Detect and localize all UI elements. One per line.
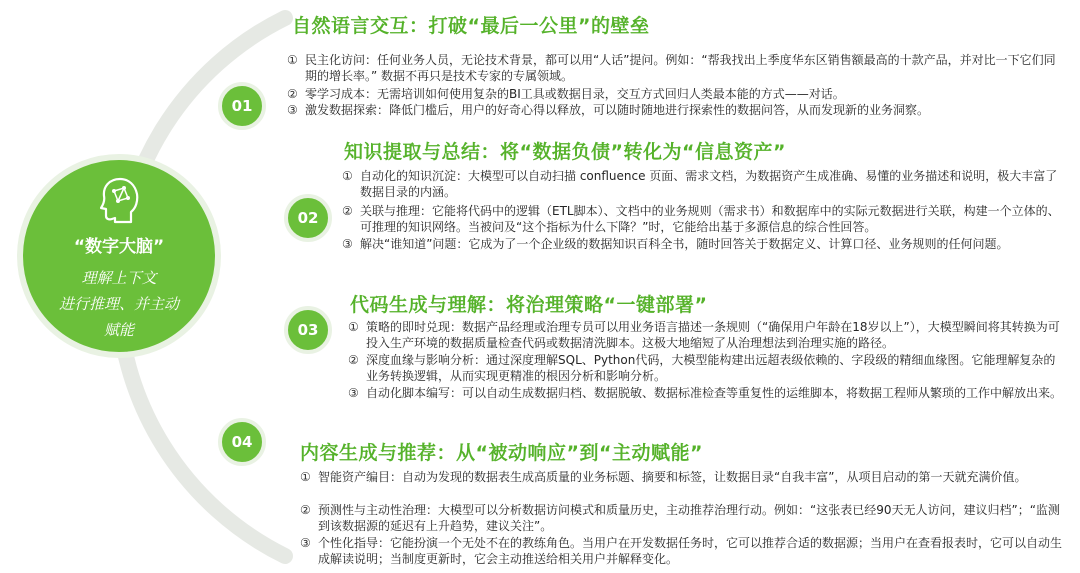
item-text: 关联与推理：它能将代码中的逻辑（ETL脚本）、文档中的业务规则（需求书）和数据库中的实际元数据进行关联，构建一个立体的、可推理的知识网络。当被问及“这个指标为什么下降？”时，它能给出基于多源信息的综合性回答。	[360, 204, 1060, 234]
item-number: ③	[342, 237, 353, 251]
item-number: ③	[300, 536, 311, 550]
item-text: 智能资产编目：自动为发现的数据表生成高质量的业务标题、摘要和标签，让数据目录“自我丰富”，从项目启动的第一天就充满价值。	[318, 470, 1027, 484]
item-text: 激发数据探索：降低门槛后，用户的好奇心得以释放，可以随时随地进行探索性的数据问答，从而发现新的业务洞察。	[305, 103, 930, 117]
section-04-item-2	[300, 502, 1065, 534]
item-text: 个性化指导：它能扮演一个无处不在的教练角色。当用户在开发数据任务时，它可以推荐合适的数据源；当用户在查看报表时，它可以自动生成解读说明；当制度更新时，它会主动推送给相关用户并解释变化。	[318, 536, 1063, 566]
brain-title: “数字大脑”	[73, 237, 165, 257]
section-03-item-2	[348, 352, 1063, 384]
section-04-item-1	[300, 469, 1065, 485]
item-text: 策略的即时兑现：数据产品经理或治理专员可以用业务语言描述一条规则（“确保用户年龄在18岁以上”），大模型瞬间将其转换为可投入生产环境的数据质量检查代码或数据清洗脚本。这极大地缩短了从治理想法到治理实施的路径。	[366, 320, 1060, 350]
section-title-04: 内容生成与推荐：从“被动响应”到“主动赋能”	[300, 442, 703, 464]
brain-head-icon	[100, 176, 140, 224]
section-title-01: 自然语言交互：打破“最后一公里”的壁垒	[292, 15, 650, 37]
item-text: 零学习成本：无需培训如何使用复杂的BI工具或数据目录，交互方式回归人类最本能的方式——对话。	[305, 87, 845, 101]
item-text: 自动化的知识沉淀：大模型可以自动扫描 confluence 页面、需求文档，为数据资产生成准确、易懂的业务描述和说明，极大丰富了数据目录的内涵。	[360, 169, 1058, 199]
item-number: ③	[287, 103, 298, 117]
item-number: ②	[348, 353, 359, 367]
section-04-item-3	[300, 535, 1065, 567]
item-number: ①	[342, 169, 353, 183]
brain-subtitle-line-2: 进行推理、并主动	[58, 295, 179, 313]
section-03-item-3	[348, 385, 1063, 401]
item-number: ②	[342, 204, 353, 218]
section-02-item-1	[342, 168, 1064, 200]
section-title-02: 知识提取与总结：将“数据负债”转化为“信息资产”	[344, 141, 786, 163]
section-03-item-1	[348, 319, 1063, 351]
item-number: ①	[348, 320, 359, 334]
item-text: 预测性与主动性治理：大模型可以分析数据访问模式和质量历史，主动推荐治理行动。例如：“这张表已经90天无人访问，建议归档”；“监测到该数据源的延迟有上升趋势，建议关注”。	[318, 503, 1060, 533]
item-number: ③	[348, 386, 359, 400]
section-01-item-3	[287, 102, 1062, 118]
item-text: 民主化访问：任何业务人员，无论技术背景，都可以用“人话”提问。例如：“帮我找出上季度华东区销售额最高的十款产品，并对比一下它们同期的增长率。” 数据不再只是技术专家的专属领域。	[305, 53, 1056, 83]
item-text: 自动化脚本编写：可以自动生成数据归档、数据脱敏、数据标准检查等重复性的运维脚本，将数据工程师从繁琐的工作中解放出来。	[366, 386, 1063, 400]
section-title-03: 代码生成与理解：将治理策略“一键部署”	[350, 294, 708, 316]
section-number-badge-01: 01	[218, 82, 266, 130]
section-number-badge-03: 03	[284, 306, 332, 354]
item-text: 深度血缘与影响分析：通过深度理解SQL、Python代码，大模型能构建出远超表级依赖的、字段级的精细血缘图。它能理解复杂的业务转换逻辑，从而实现更精准的根因分析和影响分析。	[366, 353, 1056, 383]
section-01-item-1	[287, 52, 1062, 84]
section-02-item-3	[342, 236, 1064, 252]
item-number: ②	[300, 503, 311, 517]
section-01-item-2	[287, 86, 1062, 102]
section-number-badge-04: 04	[218, 418, 266, 466]
digital-brain-circle	[17, 154, 221, 358]
brain-subtitle-line-3: 赋能	[103, 321, 134, 339]
item-number: ②	[287, 87, 298, 101]
item-number: ①	[300, 470, 311, 484]
item-text: 解决“谁知道”问题：它成为了一个企业级的数据知识百科全书，随时回答关于数据定义、计算口径、业务规则的任何问题。	[360, 237, 1009, 251]
item-number: ①	[287, 53, 298, 67]
section-number-badge-02: 02	[284, 194, 332, 242]
section-02-item-2	[342, 203, 1064, 235]
brain-subtitle-line-1: 理解上下文	[81, 269, 157, 287]
